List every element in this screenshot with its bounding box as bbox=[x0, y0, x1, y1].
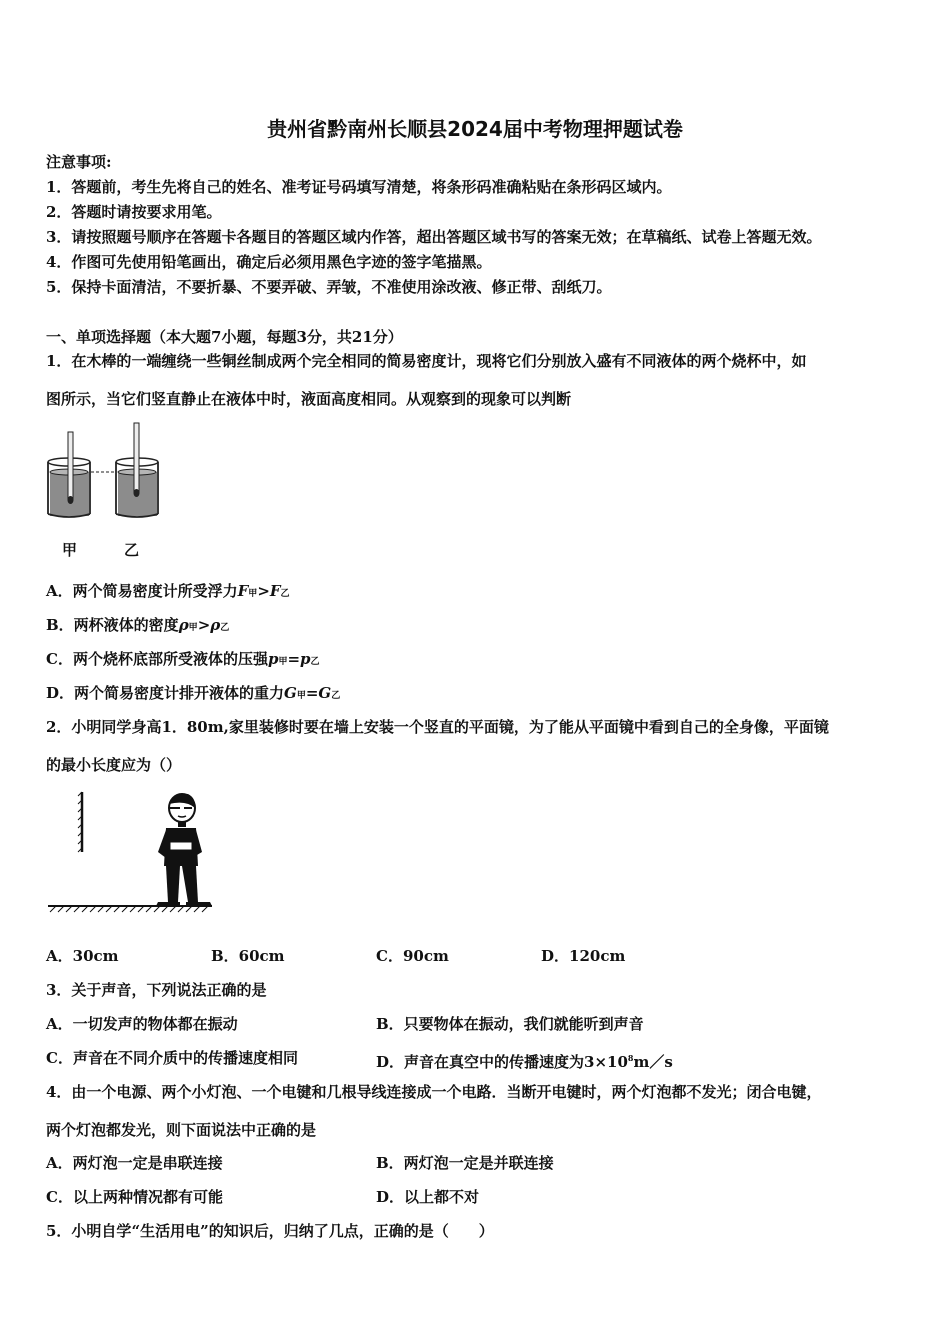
q3-option-c: C．声音在不同介质中的传播速度相同 bbox=[46, 1049, 298, 1067]
q4-stem-line1: 4．由一个电源、两个小灯泡、一个电键和几根导线连接成一个电路．当断开电键时，两个灯泡都不发光；闭合电键， bbox=[46, 1083, 822, 1101]
q1-option-a: A．两个简易密度计所受浮力F甲>F乙 bbox=[46, 582, 290, 600]
q3-option-b: B．只要物体在振动，我们就能听到声音 bbox=[376, 1015, 644, 1033]
q3-option-a: A．一切发声的物体都在振动 bbox=[46, 1015, 238, 1033]
beaker-jia bbox=[48, 432, 90, 517]
q1-stem-line2: 图所示，当它们竖直静止在液体中时，液面高度相同。从观察到的现象可以判断 bbox=[46, 390, 572, 408]
q1-stem-line1: 1．在木棒的一端缠绕一些铜丝制成两个完全相同的简易密度计，现将它们分别放入盛有不同液体的两个烧杯中，如 bbox=[46, 352, 807, 370]
q1-option-c: C．两个烧杯底部所受液体的压强p甲=p乙 bbox=[46, 650, 320, 668]
q2-stem-line1: 2．小明同学身高1．80m,家里装修时要在墙上安装一个竖直的平面镜，为了能从平面镜中看到自己的全身像，平面镜 bbox=[46, 718, 829, 736]
q1-densimeter-figure bbox=[44, 420, 174, 520]
notice-item: 4．作图可先使用铅笔画出，确定后必须用黑色字迹的签字笔描黑。 bbox=[46, 253, 492, 271]
q3-stem: 3．关于声音，下列说法正确的是 bbox=[46, 981, 267, 999]
mirror bbox=[78, 792, 82, 852]
page-title: 贵州省黔南州长顺县2024届中考物理押题试卷 bbox=[267, 117, 683, 141]
q3-option-d: D．声音在真空中的传播速度为$3\times 10^8m/s$ bbox=[376, 1053, 673, 1071]
q4-option-d: D．以上都不对 bbox=[376, 1188, 480, 1206]
q1-figure-label-jia: 甲 bbox=[62, 541, 78, 559]
q1-option-d: D．两个简易密度计排开液体的重力G甲=G乙 bbox=[46, 684, 341, 702]
q2-option-c: C．90cm bbox=[376, 947, 449, 965]
q2-option-d: D．120cm bbox=[541, 947, 626, 965]
notice-heading: 注意事项: bbox=[46, 153, 112, 171]
q2-stem-line2: 的最小长度应为（） bbox=[46, 756, 182, 774]
notice-item: 5．保持卡面清洁，不要折暴、不要弄破、弄皱，不准使用涂改液、修正带、刮纸刀。 bbox=[46, 278, 612, 296]
beaker-yi bbox=[116, 423, 158, 517]
q2-option-a: A．30cm bbox=[46, 947, 119, 965]
notice-item: 3．请按照题号顺序在答题卡各题目的答题区域内作答，超出答题区域书写的答案无效；在草稿纸、试卷上答题无效。 bbox=[46, 228, 822, 246]
section-heading: 一、单项选择题（本大题7小题，每题3分，共21分） bbox=[46, 328, 403, 346]
q4-option-b: B．两灯泡一定是并联连接 bbox=[376, 1154, 554, 1172]
q5-stem: 5．小明自学“生活用电”的知识后，归纳了几点，正确的是（ ） bbox=[46, 1222, 494, 1240]
q4-option-c: C．以上两种情况都有可能 bbox=[46, 1188, 223, 1206]
notice-item: 2．答题时请按要求用笔。 bbox=[46, 203, 222, 221]
notice-item: 1．答题前，考生先将自己的姓名、准考证号码填写清楚，将条形码准确粘贴在条形码区域内。 bbox=[46, 178, 672, 196]
q1-option-b: B．两杯液体的密度ρ甲>ρ乙 bbox=[46, 616, 230, 634]
person bbox=[156, 794, 212, 906]
ground bbox=[48, 906, 212, 912]
q1-figure-label-yi: 乙 bbox=[124, 541, 140, 559]
q2-option-b: B．60cm bbox=[211, 947, 285, 965]
q4-option-a: A．两灯泡一定是串联连接 bbox=[46, 1154, 223, 1172]
q2-mirror-figure bbox=[46, 788, 218, 918]
q4-stem-line2: 两个灯泡都发光，则下面说法中正确的是 bbox=[46, 1121, 317, 1139]
